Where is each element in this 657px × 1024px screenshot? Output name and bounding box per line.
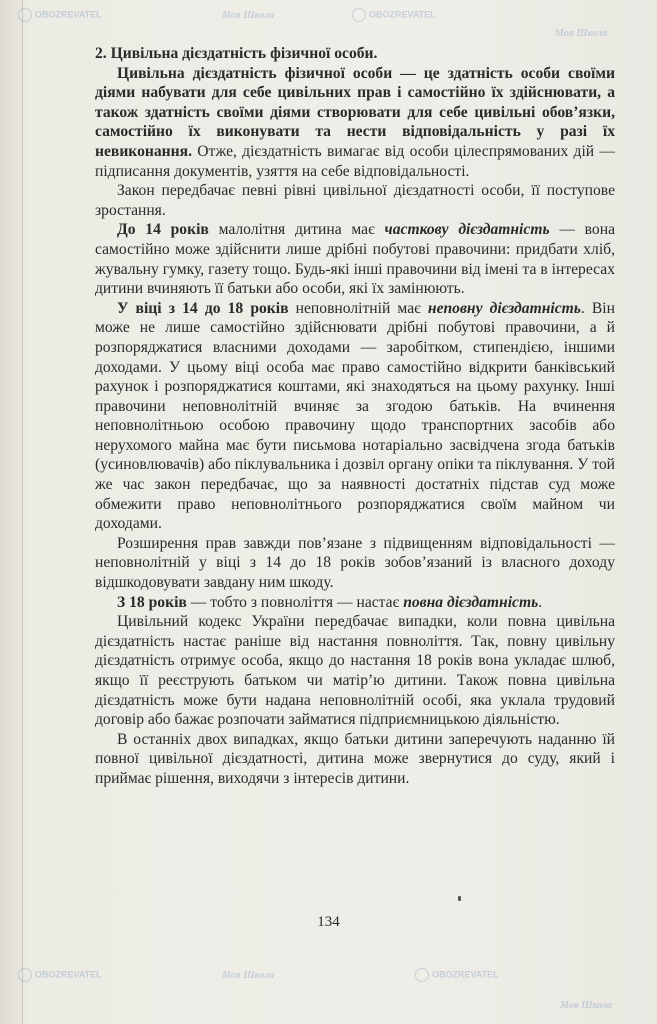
paragraph-levels: Закон передбачає певні рівні цивільної дієздатності особи, її поступове зростання.	[95, 182, 615, 219]
watermark-obozrevatel: OBOZREVATEL	[352, 8, 436, 22]
watermark-obozrevatel: OBOZREVATEL	[18, 968, 102, 982]
watermark-moya-shkola: Моя Школа	[560, 1000, 613, 1011]
watermark-obozrevatel: OBOZREVATEL	[18, 8, 102, 22]
ink-mark	[458, 896, 461, 901]
watermark-moya-shkola: Моя Школа	[222, 10, 275, 21]
page-number: 134	[317, 914, 340, 930]
term-partial: часткову дієздатність	[384, 221, 550, 239]
term-incomplete: неповну дієздатність	[427, 299, 581, 317]
term-full: повна дієздатність	[403, 593, 539, 611]
definition-bold: Цивільна дієздатність фізичної особи — це здатність особи своїми діями набувати для себе цивільних прав і самостійно їх здійснювати, а також здатність своїми діями створювати для себе цивільні обов’язки, самостійно їх виконувати та нести відповідальність у разі їх невиконання.	[95, 64, 615, 160]
paragraph-from-18: З 18 років — тобто з повноліття — настає повна дієздатність.	[117, 593, 543, 611]
paragraph-under-14: До 14 років малолітня дитина має часткову дієздатність — вона самостійно може здійснити лише дрібні побутові правочини: придбати хліб, жувальну гумку, газету тощо. Будь-які інші правочини від імені та в інтересах дитини вчиняють її батьки або особи, які їх замінюють.	[95, 221, 615, 298]
paragraph-14-to-18: У віці з 14 до 18 років неповнолітній має неповну дієздатність. Він може не лише самостійно здійснювати дрібні побутові правочини, а й розпоряджатися власними доходами — заробітком, стипендією, іншими доходами. У цьому віці особа має право самостійно відкрити банківський рахунок і розпоряджатися коштами, які знаходяться на цьому рахунку. Інші правочини неповнолітній вчиняє за згодою батьків. На вчинення неповнолітньою особою правочину щодо транспортних засобів або нерухомого майна має бути письмова нотаріально засвідчена згода батьків (усиновлювачів) або піклувальника і дозвіл органу опіки та піклування. У той же час закон передбачає, що за наявності достатніх підстав суд може обмежити право неповнолітнього розпоряджатися своїм майном чи доходами.	[95, 299, 615, 533]
watermark-moya-shkola: Моя Школа	[555, 28, 608, 39]
paragraph-civil-code: Цивільний кодекс України передбачає випадки, коли повна цивільна дієздатність настає раніше від настання повноліття. Так, повну цивільну дієздатність отримує особа, якщо до настання 18 років вона укладає шлюб, якщо її реєструють батьком чи матір’ю дитини. Також повна цивільна дієздатність може бути надана неповнолітній особі, яка уклала трудовий договір або бажає розпочати займатися підприємницькою діяльністю.	[95, 613, 615, 729]
paragraph-definition: Цивільна дієздатність фізичної особи — це здатність особи своїми діями набувати для себе цивільних прав і самостійно їх здійснювати, а також здатність своїми діями створювати для себе цивільні обов’язки, самостійно їх виконувати та нести відповідальність у разі їх невиконання. Отже, дієздатність вимагає від особи цілеспрямованих дій — підписання документів, узяття на себе відповідальності.	[95, 64, 615, 180]
binding-fold	[22, 0, 23, 1024]
watermark-obozrevatel: OBOZREVATEL	[415, 968, 499, 982]
paragraph-responsibility: Розширення прав завжди пов’язане з підвищенням відповідальності — неповнолітній у віці з 14 до 18 років зобов’язаний із власного доходу відшкодовувати завдану ним шкоду.	[95, 534, 615, 592]
paragraph-court: В останніх двох випадках, якщо батьки дитини заперечують наданню їй повної цивільної дієздатності, дитина може звернутися до суду, який і приймає рішення, виходячи з інтересів дитини.	[95, 730, 615, 787]
section-heading: 2. Цивільна дієздатність фізичної особи.	[95, 45, 378, 62]
page-content	[95, 44, 615, 789]
watermark-moya-shkola: Моя Школа	[222, 970, 275, 981]
